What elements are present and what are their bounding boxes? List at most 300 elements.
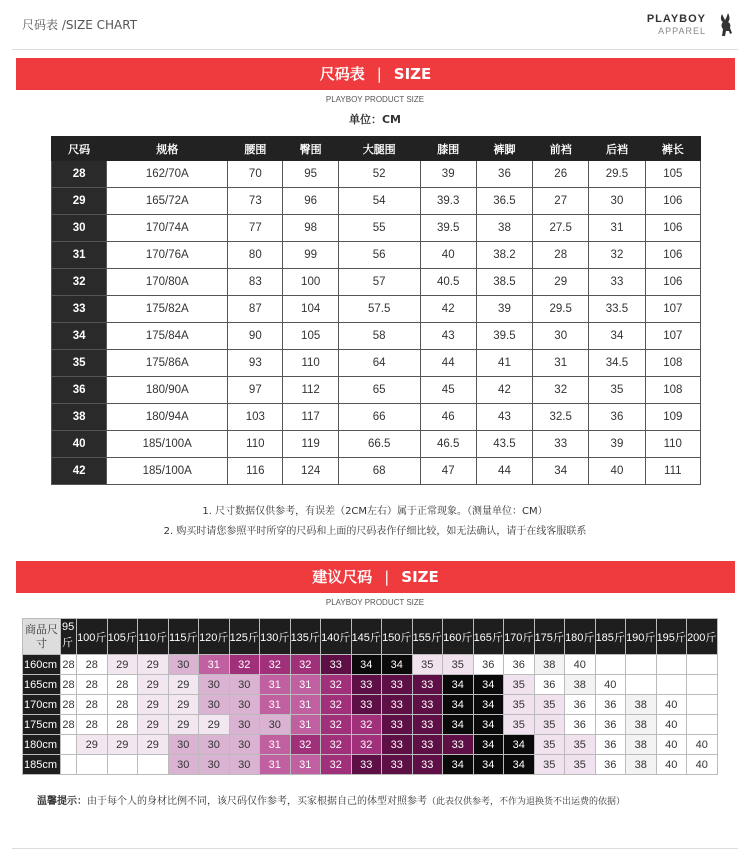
column-header: 腰围 xyxy=(228,137,283,161)
size-cell: 32 xyxy=(260,655,291,675)
table-row xyxy=(52,242,701,269)
size-cell xyxy=(61,755,77,775)
size-cell: 30 xyxy=(229,695,260,715)
size-cell: 29 xyxy=(77,735,108,755)
table-cell: 47 xyxy=(420,458,476,485)
size-cell: 34 xyxy=(504,755,535,775)
size-cell: 34 xyxy=(473,715,504,735)
weight-header: 190斤 xyxy=(626,619,657,655)
size-cell: 35 xyxy=(565,735,596,755)
size-cell: 29 xyxy=(168,715,199,735)
table-cell: 185/100A xyxy=(107,431,228,458)
size-cell: 35 xyxy=(443,655,474,675)
size-cell: 40 xyxy=(687,735,718,755)
weight-header: 180斤 xyxy=(565,619,596,655)
size-cell: 40 xyxy=(687,755,718,775)
table-cell: 27.5 xyxy=(533,215,589,242)
table-cell: 66 xyxy=(338,404,420,431)
size-cell: 34 xyxy=(473,755,504,775)
size-cell: 32 xyxy=(321,735,352,755)
table-cell: 105 xyxy=(283,323,338,350)
size-cell: 36 xyxy=(595,755,626,775)
size-cell: 32 xyxy=(351,735,382,755)
logo-subtext: APPAREL xyxy=(658,26,706,36)
height-label-cell: 160cm xyxy=(23,655,61,675)
table-row xyxy=(52,161,701,188)
size-cell: 36 xyxy=(534,675,565,695)
table-cell: 38.2 xyxy=(476,242,532,269)
size-cell: 33 xyxy=(443,735,474,755)
size-cell: 40 xyxy=(656,735,687,755)
table-cell: 55 xyxy=(338,215,420,242)
table-cell: 52 xyxy=(338,161,420,188)
table-cell: 64 xyxy=(338,350,420,377)
size-cell: 28 xyxy=(77,695,108,715)
table-row xyxy=(52,404,701,431)
size-cell: 38 xyxy=(626,735,657,755)
table-cell: 54 xyxy=(338,188,420,215)
height-label-cell: 170cm xyxy=(23,695,61,715)
bunny-logo-icon xyxy=(716,12,736,38)
table-row xyxy=(52,458,701,485)
note-1: 1. 尺寸数据仅供参考，有误差（2CM左右）属于正常现象。（测量单位：CM） xyxy=(202,506,548,517)
page-header xyxy=(0,0,750,50)
table-cell: 66.5 xyxy=(338,431,420,458)
footer-note xyxy=(37,792,625,807)
size-cell: 35 xyxy=(412,655,443,675)
table-cell: 106 xyxy=(645,242,700,269)
weight-header: 115斤 xyxy=(168,619,199,655)
weight-header: 155斤 xyxy=(412,619,443,655)
table-cell: 162/70A xyxy=(107,161,228,188)
size-cell: 36 xyxy=(473,655,504,675)
column-header: 裤长 xyxy=(645,137,700,161)
table-cell: 99 xyxy=(283,242,338,269)
table-cell: 45 xyxy=(420,377,476,404)
size-cell: 32 xyxy=(321,675,352,695)
size-label-cell: 36 xyxy=(52,377,107,404)
table-cell: 87 xyxy=(228,296,283,323)
table-cell: 110 xyxy=(228,431,283,458)
size-cell: 30 xyxy=(229,735,260,755)
size-label-cell: 38 xyxy=(52,404,107,431)
size-label-cell: 35 xyxy=(52,350,107,377)
weight-header: 145斤 xyxy=(351,619,382,655)
table-cell: 40 xyxy=(589,458,645,485)
size-cell xyxy=(77,755,108,775)
column-header: 大腿围 xyxy=(338,137,420,161)
size-cell: 31 xyxy=(290,675,321,695)
table-cell: 39 xyxy=(420,161,476,188)
table-cell: 175/86A xyxy=(107,350,228,377)
table-cell: 32 xyxy=(533,377,589,404)
size-label-cell: 30 xyxy=(52,215,107,242)
size-cell xyxy=(687,675,718,695)
weight-header: 185斤 xyxy=(595,619,626,655)
size-cell: 34 xyxy=(443,675,474,695)
table-cell: 44 xyxy=(420,350,476,377)
size-cell xyxy=(626,675,657,695)
footer-small-text: （此表仅供参考，不作为退换货不出运费的依据） xyxy=(427,797,626,807)
size-cell: 33 xyxy=(321,655,352,675)
size-cell: 36 xyxy=(595,735,626,755)
table-cell: 42 xyxy=(476,377,532,404)
size-cell: 34 xyxy=(473,675,504,695)
banner-title-en: SIZE xyxy=(401,568,439,586)
table-cell: 105 xyxy=(645,161,700,188)
size-cell: 34 xyxy=(504,735,535,755)
size-cell: 30 xyxy=(229,675,260,695)
table-cell: 33 xyxy=(589,269,645,296)
size-cell xyxy=(626,655,657,675)
table-cell: 97 xyxy=(228,377,283,404)
brand-logo xyxy=(647,14,706,36)
table-cell: 170/74A xyxy=(107,215,228,242)
size-cell: 31 xyxy=(290,755,321,775)
table-cell: 43.5 xyxy=(476,431,532,458)
table-cell: 32 xyxy=(589,242,645,269)
table-cell: 40.5 xyxy=(420,269,476,296)
table-cell: 46 xyxy=(420,404,476,431)
weight-header: 170斤 xyxy=(504,619,535,655)
size-cell: 31 xyxy=(260,675,291,695)
size-cell: 29 xyxy=(168,675,199,695)
table-cell: 34 xyxy=(533,458,589,485)
height-label-cell: 185cm xyxy=(23,755,61,775)
banner-title-en: SIZE xyxy=(393,65,432,83)
table-row xyxy=(52,296,701,323)
table-cell: 32.5 xyxy=(533,404,589,431)
size-cell: 33 xyxy=(412,675,443,695)
bottom-divider xyxy=(12,848,738,849)
size-cell: 28 xyxy=(61,695,77,715)
table-cell: 180/90A xyxy=(107,377,228,404)
size-cell: 29 xyxy=(138,655,169,675)
size-cell: 38 xyxy=(626,715,657,735)
table-cell: 29 xyxy=(533,269,589,296)
table-cell: 40 xyxy=(420,242,476,269)
size-cell xyxy=(687,715,718,735)
table-cell: 77 xyxy=(228,215,283,242)
size-cell: 35 xyxy=(534,735,565,755)
table-cell: 108 xyxy=(645,377,700,404)
size-cell: 28 xyxy=(61,675,77,695)
size-cell: 28 xyxy=(61,655,77,675)
size-cell: 31 xyxy=(260,695,291,715)
table-cell: 26 xyxy=(533,161,589,188)
size-cell: 35 xyxy=(565,755,596,775)
table-cell: 100 xyxy=(283,269,338,296)
size-cell: 33 xyxy=(382,735,413,755)
size-cell: 29 xyxy=(199,715,230,735)
size-cell: 28 xyxy=(107,695,138,715)
table-cell: 41 xyxy=(476,350,532,377)
table-cell: 30 xyxy=(589,188,645,215)
table-cell: 117 xyxy=(283,404,338,431)
table-cell: 103 xyxy=(228,404,283,431)
table-cell: 57 xyxy=(338,269,420,296)
table-cell: 180/94A xyxy=(107,404,228,431)
size-cell: 34 xyxy=(443,715,474,735)
size-label-cell: 31 xyxy=(52,242,107,269)
size-cell: 32 xyxy=(290,655,321,675)
size-cell xyxy=(61,735,77,755)
size-cell: 30 xyxy=(168,655,199,675)
size-cell: 35 xyxy=(534,755,565,775)
recommended-size-banner xyxy=(16,561,735,593)
table-cell: 116 xyxy=(228,458,283,485)
size-cell xyxy=(595,655,626,675)
size-cell: 35 xyxy=(504,675,535,695)
table-cell: 29.5 xyxy=(589,161,645,188)
size-cell: 33 xyxy=(412,735,443,755)
size-cell: 38 xyxy=(534,655,565,675)
table-row xyxy=(23,655,718,675)
table-cell: 83 xyxy=(228,269,283,296)
weight-header: 140斤 xyxy=(321,619,352,655)
size-cell: 32 xyxy=(321,715,352,735)
header-divider xyxy=(12,49,738,50)
size-cell: 40 xyxy=(595,675,626,695)
table-cell: 34 xyxy=(589,323,645,350)
size-cell: 28 xyxy=(107,675,138,695)
table-row xyxy=(23,755,718,775)
table-row xyxy=(52,377,701,404)
column-header: 前裆 xyxy=(533,137,589,161)
table-cell: 111 xyxy=(645,458,700,485)
size-cell: 29 xyxy=(138,735,169,755)
table-cell: 106 xyxy=(645,188,700,215)
weight-header: 120斤 xyxy=(199,619,230,655)
size-label-cell: 28 xyxy=(52,161,107,188)
table-cell: 110 xyxy=(645,431,700,458)
size-cell: 30 xyxy=(229,755,260,775)
table-cell: 30 xyxy=(533,323,589,350)
weight-header: 125斤 xyxy=(229,619,260,655)
table-cell: 44 xyxy=(476,458,532,485)
table-cell: 108 xyxy=(645,350,700,377)
size-cell: 30 xyxy=(199,695,230,715)
size-cell: 28 xyxy=(61,715,77,735)
size-cell: 38 xyxy=(626,695,657,715)
table-row xyxy=(52,350,701,377)
table-cell: 39 xyxy=(476,296,532,323)
weight-header: 95斤 xyxy=(61,619,77,655)
table-cell: 38 xyxy=(476,215,532,242)
size-label-cell: 32 xyxy=(52,269,107,296)
size-cell: 34 xyxy=(443,755,474,775)
size-cell: 31 xyxy=(260,735,291,755)
weight-header: 105斤 xyxy=(107,619,138,655)
size-cell: 31 xyxy=(290,715,321,735)
size-cell: 33 xyxy=(382,695,413,715)
table-cell: 96 xyxy=(283,188,338,215)
table-cell: 107 xyxy=(645,323,700,350)
size-cell: 36 xyxy=(595,715,626,735)
weight-header: 130斤 xyxy=(260,619,291,655)
size-cell: 40 xyxy=(656,695,687,715)
table-cell: 175/82A xyxy=(107,296,228,323)
size-cell xyxy=(656,675,687,695)
size-cell: 30 xyxy=(168,735,199,755)
table-cell: 39 xyxy=(589,431,645,458)
size-cell: 36 xyxy=(504,655,535,675)
table-cell: 170/80A xyxy=(107,269,228,296)
table-cell: 31 xyxy=(589,215,645,242)
table-cell: 90 xyxy=(228,323,283,350)
table-cell: 175/84A xyxy=(107,323,228,350)
size-cell: 34 xyxy=(351,655,382,675)
size-cell: 33 xyxy=(412,715,443,735)
table-row xyxy=(52,269,701,296)
size-cell: 35 xyxy=(504,695,535,715)
table-row xyxy=(52,188,701,215)
size-cell: 36 xyxy=(565,715,596,735)
table-cell: 36 xyxy=(476,161,532,188)
size-cell: 40 xyxy=(656,755,687,775)
table-cell: 106 xyxy=(645,269,700,296)
size-cell: 32 xyxy=(351,715,382,735)
weight-header: 100斤 xyxy=(77,619,108,655)
table-cell: 42 xyxy=(420,296,476,323)
logo-text: PLAYBOY xyxy=(646,13,706,25)
table-cell: 80 xyxy=(228,242,283,269)
size-cell xyxy=(107,755,138,775)
size-cell: 38 xyxy=(626,755,657,775)
size-table-header xyxy=(52,137,701,161)
table-cell: 119 xyxy=(283,431,338,458)
column-header: 裤脚 xyxy=(476,137,532,161)
weight-header: 150斤 xyxy=(382,619,413,655)
size-cell: 33 xyxy=(351,695,382,715)
size-cell: 29 xyxy=(168,695,199,715)
footer-label: 温馨提示： xyxy=(37,796,87,807)
table-cell: 110 xyxy=(283,350,338,377)
size-cell: 40 xyxy=(656,715,687,735)
table-cell: 38.5 xyxy=(476,269,532,296)
size-cell: 33 xyxy=(351,675,382,695)
size-cell: 29 xyxy=(138,675,169,695)
weight-header: 135斤 xyxy=(290,619,321,655)
size-cell: 31 xyxy=(290,695,321,715)
unit-label: 单位：CM xyxy=(348,113,402,126)
page-title: 尺码表 /SIZE CHART xyxy=(22,18,138,32)
size-cell: 40 xyxy=(565,655,596,675)
size-cell: 33 xyxy=(351,755,382,775)
weight-header: 175斤 xyxy=(534,619,565,655)
table-cell: 65 xyxy=(338,377,420,404)
size-cell: 28 xyxy=(77,675,108,695)
size-cell: 34 xyxy=(473,735,504,755)
height-label-cell: 180cm xyxy=(23,735,61,755)
size-cell: 29 xyxy=(107,655,138,675)
size-cell: 29 xyxy=(138,715,169,735)
table-cell: 39.5 xyxy=(476,323,532,350)
size-cell: 29 xyxy=(107,735,138,755)
banner-separator: | xyxy=(376,65,382,83)
table-cell: 39.3 xyxy=(420,188,476,215)
table-cell: 68 xyxy=(338,458,420,485)
banner-separator: | xyxy=(384,568,390,586)
table-cell: 93 xyxy=(228,350,283,377)
table-cell: 43 xyxy=(420,323,476,350)
table-cell: 98 xyxy=(283,215,338,242)
size-cell: 34 xyxy=(443,695,474,715)
size-label-cell: 42 xyxy=(52,458,107,485)
height-label-cell: 175cm xyxy=(23,715,61,735)
size-cell: 32 xyxy=(321,695,352,715)
size-label-cell: 29 xyxy=(52,188,107,215)
table-row xyxy=(23,715,718,735)
table-row xyxy=(52,215,701,242)
size-cell: 33 xyxy=(412,755,443,775)
size-cell: 29 xyxy=(138,695,169,715)
table-cell: 70 xyxy=(228,161,283,188)
table-cell: 33.5 xyxy=(589,296,645,323)
table-cell: 185/100A xyxy=(107,458,228,485)
table-cell: 57.5 xyxy=(338,296,420,323)
table-cell: 46.5 xyxy=(420,431,476,458)
note-2: 2. 购买时请您参照平时所穿的尺码和上面的尺码表作仔细比较，如无法确认，请于在线客服联系 xyxy=(163,526,587,537)
size-cell: 33 xyxy=(382,755,413,775)
table-cell: 36 xyxy=(589,404,645,431)
size-cell: 32 xyxy=(229,655,260,675)
table-cell: 73 xyxy=(228,188,283,215)
table-row xyxy=(52,431,701,458)
footer-text: 由于每个人的身材比例不同，该尺码仅作参考，买家根据自己的体型对照参考 xyxy=(87,796,427,807)
size-cell: 30 xyxy=(168,755,199,775)
size-chart-banner xyxy=(16,58,735,90)
size-table xyxy=(51,136,701,485)
weight-header: 160斤 xyxy=(443,619,474,655)
table-cell: 39.5 xyxy=(420,215,476,242)
table-cell: 95 xyxy=(283,161,338,188)
table-cell: 35 xyxy=(589,377,645,404)
size-cell: 31 xyxy=(199,655,230,675)
size-cell: 33 xyxy=(382,675,413,695)
size-cell: 30 xyxy=(260,715,291,735)
table-cell: 31 xyxy=(533,350,589,377)
table-cell: 58 xyxy=(338,323,420,350)
size-cell: 36 xyxy=(595,695,626,715)
size-cell: 28 xyxy=(107,715,138,735)
size-cell: 35 xyxy=(504,715,535,735)
table-cell: 27 xyxy=(533,188,589,215)
banner-title-cn: 建议尺码 xyxy=(312,568,373,586)
weight-header-row xyxy=(23,619,718,655)
size-label-cell: 34 xyxy=(52,323,107,350)
size-cell: 30 xyxy=(199,755,230,775)
size-cell: 35 xyxy=(534,695,565,715)
size-cell: 34 xyxy=(473,695,504,715)
table-cell: 56 xyxy=(338,242,420,269)
size-cell: 30 xyxy=(199,675,230,695)
size-label-cell: 40 xyxy=(52,431,107,458)
section-subtitle: PLAYBOY PRODUCT SIZE xyxy=(325,95,425,104)
size-cell: 31 xyxy=(260,755,291,775)
banner-title-cn: 尺码表 xyxy=(319,65,365,83)
table-cell: 36.5 xyxy=(476,188,532,215)
size-cell: 30 xyxy=(199,735,230,755)
table-row xyxy=(23,735,718,755)
table-cell: 43 xyxy=(476,404,532,431)
recommended-size-table xyxy=(22,618,718,775)
size-cell: 38 xyxy=(565,675,596,695)
size-cell: 33 xyxy=(412,695,443,715)
weight-header: 165斤 xyxy=(473,619,504,655)
size-cell: 33 xyxy=(382,715,413,735)
size-cell xyxy=(138,755,169,775)
